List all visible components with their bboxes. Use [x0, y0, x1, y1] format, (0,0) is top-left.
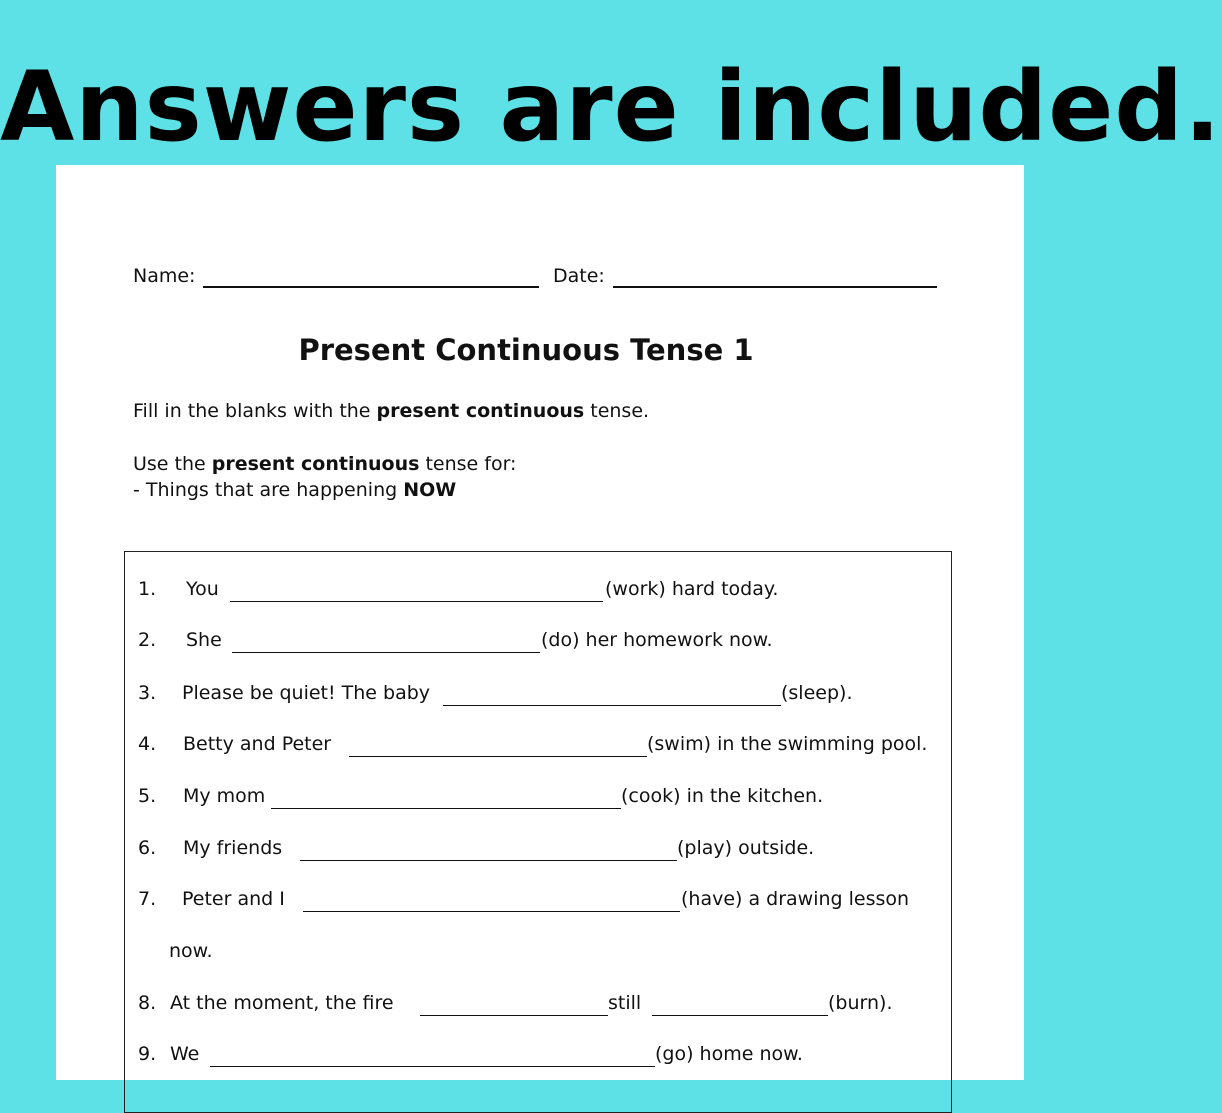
answer-blank[interactable]: [420, 1015, 608, 1016]
question-hint: (have) a drawing lesson: [681, 888, 910, 910]
usage-bold: present continuous: [211, 453, 420, 475]
instruction-prefix: Fill in the blanks with the: [133, 400, 377, 422]
instruction-bold: present continuous: [376, 400, 585, 422]
usage-suffix: tense for:: [419, 453, 517, 475]
question-text: At the moment, the fire: [170, 992, 394, 1014]
instruction-text: [133, 400, 649, 422]
bullet-prefix: - Things that are happening: [133, 479, 404, 501]
date-label: Date:: [553, 265, 605, 287]
question-text: Betty and Peter: [183, 733, 332, 755]
name-label: Name:: [133, 265, 196, 287]
question-hint: (play) outside.: [677, 837, 815, 859]
usage-prefix: Use the: [133, 453, 212, 475]
worksheet-page: [56, 165, 1024, 1080]
date-field[interactable]: [613, 286, 937, 288]
question-text-middle: still: [608, 992, 642, 1014]
question-hint: (go) home now.: [655, 1043, 803, 1065]
instruction-suffix: tense.: [584, 400, 650, 422]
question-text: We: [170, 1043, 200, 1065]
question-number: 4.: [138, 733, 157, 755]
question-number: 8.: [138, 992, 157, 1014]
question-number: 1.: [138, 578, 157, 600]
question-text: My friends: [183, 837, 283, 859]
answer-blank[interactable]: [230, 601, 603, 602]
question-hint: (cook) in the kitchen.: [621, 785, 824, 807]
question-text: now.: [169, 940, 213, 962]
name-field[interactable]: [203, 286, 539, 288]
question-text: You: [186, 578, 219, 600]
answer-blank[interactable]: [300, 860, 677, 861]
question-text: Please be quiet! The baby: [182, 682, 431, 704]
question-number: 6.: [138, 837, 157, 859]
answer-blank[interactable]: [271, 808, 621, 809]
question-hint: (work) hard today.: [605, 578, 779, 600]
answer-blank[interactable]: [443, 705, 781, 706]
worksheet-title: Present Continuous Tense 1: [298, 333, 754, 367]
answer-blank[interactable]: [349, 756, 647, 757]
question-number: 7.: [138, 888, 157, 910]
question-text: Peter and I: [182, 888, 285, 910]
banner-heading: Answers are included.: [0, 51, 1222, 163]
question-text: My mom: [183, 785, 266, 807]
answer-blank[interactable]: [210, 1066, 655, 1067]
answer-blank[interactable]: [303, 911, 680, 912]
question-number: 2.: [138, 629, 157, 651]
bullet-bold: NOW: [403, 479, 457, 501]
questions-box: [124, 551, 952, 1113]
usage-text: [133, 453, 516, 475]
usage-bullet: [133, 479, 456, 501]
answer-blank[interactable]: [232, 652, 540, 653]
name-date-row: [133, 265, 938, 295]
question-hint: (swim) in the swimming pool.: [647, 733, 928, 755]
question-hint: (do) her homework now.: [541, 629, 773, 651]
question-text: She: [186, 629, 222, 651]
question-hint: (burn).: [828, 992, 893, 1014]
question-number: 9.: [138, 1043, 157, 1065]
question-number: 5.: [138, 785, 157, 807]
question-number: 3.: [138, 682, 157, 704]
question-hint: (sleep).: [781, 682, 853, 704]
answer-blank-2[interactable]: [652, 1015, 828, 1016]
